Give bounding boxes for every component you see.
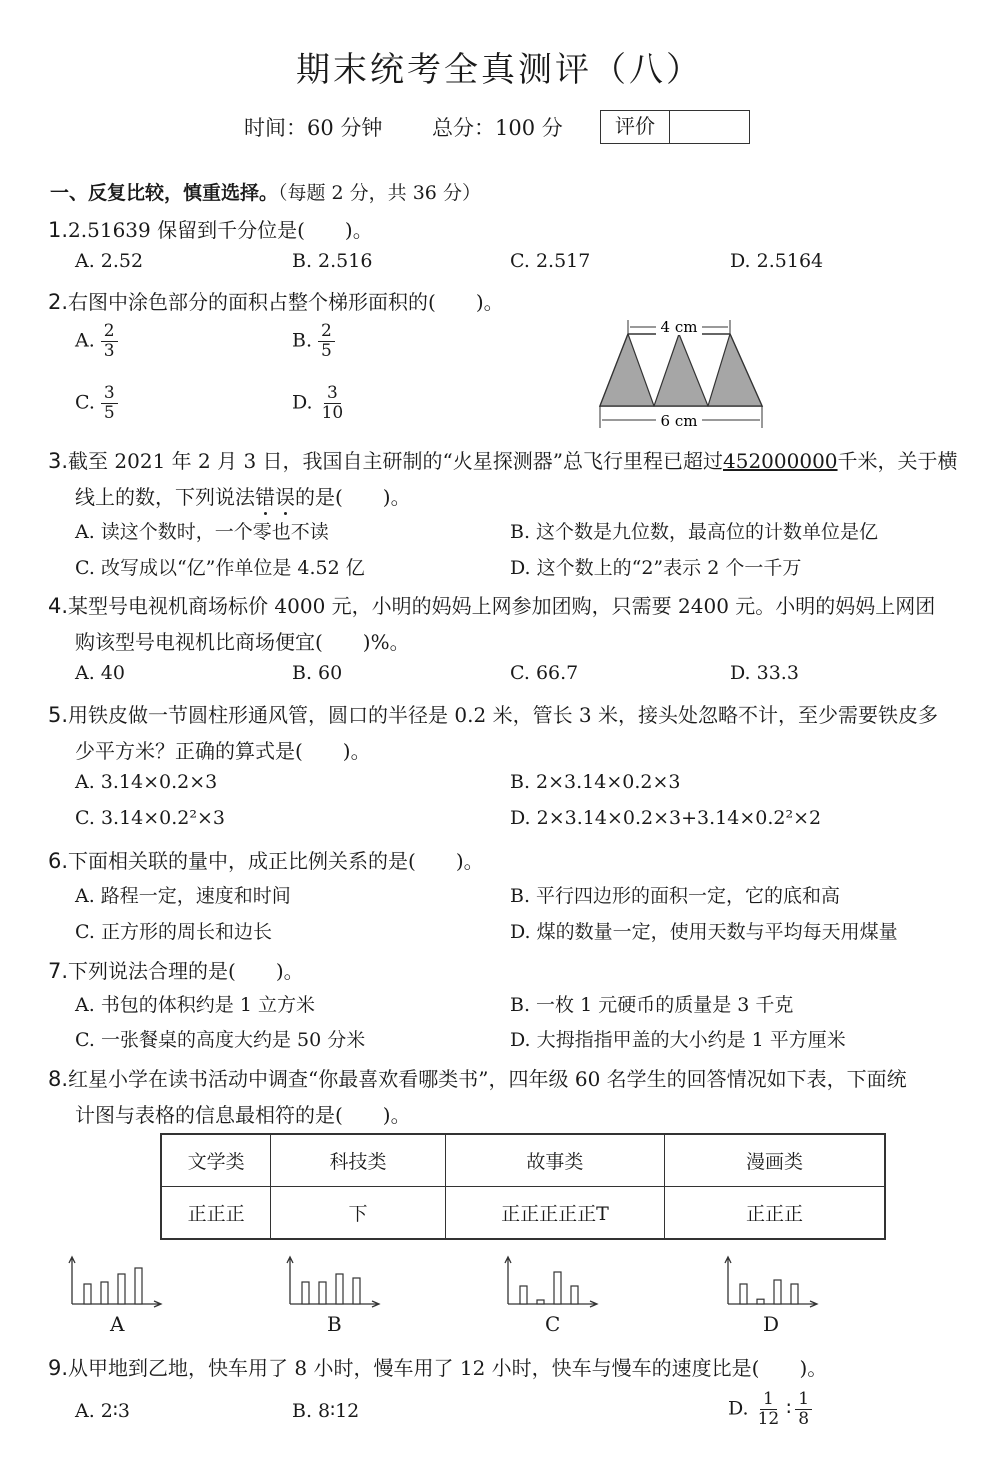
option-letter: A. <box>75 329 95 352</box>
q2-option-a <box>75 322 118 361</box>
q1-option-b: B. 2.516 <box>292 250 373 272</box>
section-title: 一、反复比较，慎重选择。 <box>50 182 279 204</box>
top-dimension-label: 4 cm <box>660 318 698 336</box>
q7-option-c: C. 一张餐桌的高度大约是 50 分米 <box>75 1029 366 1051</box>
option-letter: C. <box>75 391 95 414</box>
question-9 <box>48 1352 827 1381</box>
table-row <box>161 1187 885 1240</box>
denominator: 12 <box>757 1409 780 1429</box>
table-header-cell: 科技类 <box>271 1134 446 1187</box>
numerator: 1 <box>795 1390 812 1410</box>
table-cell: 正正正 <box>161 1187 271 1240</box>
fraction <box>795 1390 812 1429</box>
emphasis-char <box>275 485 295 509</box>
denominator: 3 <box>103 341 115 361</box>
question-8 <box>48 1063 907 1092</box>
chart-label-b: B <box>327 1312 342 1336</box>
fraction <box>319 384 347 423</box>
bar <box>774 1280 781 1304</box>
question-number: 7. <box>48 959 69 983</box>
numerator: 2 <box>318 322 335 342</box>
option-letter: D. <box>292 391 313 414</box>
bottom-dimension-label: 6 cm <box>660 412 698 430</box>
q3-option-b: B. 这个数是九位数，最高位的计数单位是亿 <box>510 521 879 543</box>
q6-option-b: B. 平行四边形的面积一定，它的底和高 <box>510 885 841 907</box>
bar <box>571 1286 578 1304</box>
question-text: 下面相关联的量中，成正比例关系的是( )。 <box>68 849 484 873</box>
table-cell: 正正正正正T <box>445 1187 664 1240</box>
question-number: 9. <box>48 1356 69 1380</box>
bar <box>353 1278 360 1304</box>
y-axis <box>287 1257 293 1304</box>
bar <box>302 1282 309 1304</box>
q9-option-d <box>728 1390 812 1429</box>
table-cell: 下 <box>271 1187 446 1240</box>
denominator: 8 <box>798 1409 810 1429</box>
question-text: 2.51639 保留到千分位是( )。 <box>68 218 373 242</box>
q3-option-d: D. 这个数上的“2”表示 2 个一千万 <box>510 557 802 579</box>
fraction <box>755 1390 783 1429</box>
question-text: 红星小学在读书活动中调查“你最喜欢看哪类书”，四年级 60 名学生的回答情况如下表，下面统 <box>68 1067 907 1091</box>
q5-option-b: B. 2×3.14×0.2×3 <box>510 771 681 793</box>
question-text: 线上的数，下列说法 <box>75 485 255 509</box>
q4-option-d: D. 33.3 <box>730 662 799 684</box>
shaded-triangle <box>654 334 708 406</box>
question-number: 5. <box>48 703 69 727</box>
chart-label-a: A <box>110 1312 125 1336</box>
question-number: 1. <box>48 218 69 242</box>
bar <box>740 1284 747 1304</box>
bar <box>520 1286 527 1304</box>
option-bar-charts <box>60 1252 840 1337</box>
q4-option-c: C. 66.7 <box>510 662 579 684</box>
question-5 <box>48 699 938 728</box>
y-axis <box>505 1257 511 1304</box>
trapezoid-figure <box>590 316 770 434</box>
time-limit: 时间：60 分钟 <box>244 116 383 140</box>
question-number: 6. <box>48 849 69 873</box>
question-4 <box>48 590 935 619</box>
total-score: 总分：100 分 <box>432 116 563 140</box>
underlined-number: 452000000 <box>723 449 838 473</box>
question-3-line-2 <box>75 481 411 510</box>
section-note: （每题 2 分，共 36 分） <box>278 182 481 204</box>
question-6 <box>48 845 484 874</box>
bar <box>554 1272 561 1304</box>
table-header-cell: 故事类 <box>445 1134 664 1187</box>
shaded-triangle <box>600 334 654 406</box>
emphasis-char <box>255 485 275 509</box>
question-3 <box>48 445 958 474</box>
table-cell: 正正正 <box>665 1187 885 1240</box>
question-text: 下列说法合理的是( )。 <box>68 959 304 983</box>
q6-option-a: A. 路程一定，速度和时间 <box>75 885 291 907</box>
bar <box>319 1282 326 1304</box>
question-number: 3. <box>48 449 69 473</box>
numerator: 1 <box>760 1390 777 1410</box>
question-text: 某型号电视机商场标价 4000 元，小明的妈妈上网参加团购，只需要 2400 元。小明的妈妈上网团 <box>68 594 936 618</box>
bar <box>118 1274 125 1304</box>
bar-chart-d <box>725 1257 817 1307</box>
option-letter: D. <box>728 1397 749 1420</box>
bar <box>135 1268 142 1304</box>
question-text: 从甲地到乙地，快车用了 8 小时，慢车用了 12 小时，快车与慢车的速度比是( )。 <box>68 1356 828 1380</box>
y-axis <box>725 1257 731 1304</box>
bar <box>537 1300 544 1304</box>
option-letter: B. <box>292 329 313 352</box>
denominator: 5 <box>321 341 332 361</box>
q2-option-b <box>292 322 335 361</box>
bar-chart-a <box>69 1257 161 1307</box>
numerator: 3 <box>101 384 118 404</box>
q4-option-b: B. 60 <box>292 662 343 684</box>
q1-option-c: C. 2.517 <box>510 250 591 272</box>
bar <box>791 1284 798 1304</box>
emphasis-text: 误 <box>275 485 295 509</box>
shaded-triangle <box>708 334 762 406</box>
numerator: 2 <box>101 322 118 342</box>
ratio-sign: ∶ <box>786 1397 792 1420</box>
numerator: 3 <box>324 384 341 404</box>
q9-option-b: B. 8∶12 <box>292 1400 360 1422</box>
q2-option-c <box>75 384 118 423</box>
q7-option-a: A. 书包的体积约是 1 立方米 <box>75 994 315 1016</box>
emphasis-text: 错 <box>255 485 275 509</box>
bar <box>84 1284 91 1304</box>
question-7 <box>48 955 304 984</box>
evaluation-box <box>600 110 750 144</box>
section-heading <box>50 178 481 205</box>
question-text: 的是( )。 <box>295 485 411 509</box>
chart-label-c: C <box>545 1312 561 1336</box>
question-number: 2. <box>48 290 69 314</box>
bar-chart-c <box>505 1257 597 1307</box>
bar <box>101 1282 108 1304</box>
question-text: 用铁皮做一节圆柱形通风管，圆口的半径是 0.2 米，管长 3 米，接头处忽略不计，至少需要铁皮多 <box>68 703 939 727</box>
table-header-cell: 文学类 <box>161 1134 271 1187</box>
q1-option-a: A. 2.52 <box>75 250 144 272</box>
q3-option-a: A. 读这个数时，一个零也不读 <box>75 521 329 543</box>
q6-option-d: D. 煤的数量一定，使用天数与平均每天用煤量 <box>510 921 898 943</box>
y-axis <box>69 1257 75 1304</box>
question-1 <box>48 214 373 243</box>
q5-option-a: A. 3.14×0.2×3 <box>75 771 218 793</box>
page-title: 期末统考全真测评（八） <box>296 50 703 90</box>
question-number: 4. <box>48 594 69 618</box>
fraction <box>101 322 118 361</box>
emphasis-dot <box>284 512 287 515</box>
chart-label-d: D <box>763 1312 780 1336</box>
question-5-line-2: 少平方米？正确的算式是( )。 <box>75 739 371 763</box>
q2-option-d <box>292 384 346 423</box>
q3-option-c: C. 改写成以“亿”作单位是 4.52 亿 <box>75 557 365 579</box>
q4-option-a: A. 40 <box>75 662 125 684</box>
question-4-line-2: 购该型号电视机比商场便宜( )%。 <box>75 630 410 654</box>
fraction <box>318 322 335 361</box>
evaluation-label: 评价 <box>601 111 670 143</box>
denominator: 5 <box>103 403 115 423</box>
bar-chart-b <box>287 1257 379 1307</box>
bar <box>336 1274 343 1304</box>
denominator: 10 <box>321 403 344 423</box>
question-text: 千米，关于横 <box>837 449 958 473</box>
table-header-cell: 漫画类 <box>665 1134 885 1187</box>
emphasis-dot <box>264 512 267 515</box>
q7-option-b: B. 一枚 1 元硬币的质量是 3 千克 <box>510 994 794 1016</box>
q7-option-d: D. 大拇指指甲盖的大小约是 1 平方厘米 <box>510 1029 846 1051</box>
q9-option-a: A. 2∶3 <box>75 1400 130 1422</box>
q6-option-c: C. 正方形的周长和边长 <box>75 921 272 943</box>
q5-option-d: D. 2×3.14×0.2×3+3.14×0.2²×2 <box>510 807 822 829</box>
question-text: 右图中涂色部分的面积占整个梯形面积的( )。 <box>68 290 504 314</box>
table-header-row <box>161 1134 885 1187</box>
question-number: 8. <box>48 1067 69 1091</box>
fraction <box>101 384 118 423</box>
bar <box>757 1299 764 1304</box>
question-2 <box>48 286 504 315</box>
q1-option-d: D. 2.5164 <box>730 250 824 272</box>
q5-option-c: C. 3.14×0.2²×3 <box>75 807 226 829</box>
question-8-line-2: 计图与表格的信息最相符的是( )。 <box>75 1103 411 1127</box>
tally-table <box>160 1133 886 1240</box>
question-text: 截至 2021 年 2 月 3 日，我国自主研制的“火星探测器”总飞行里程已超过 <box>68 449 723 473</box>
